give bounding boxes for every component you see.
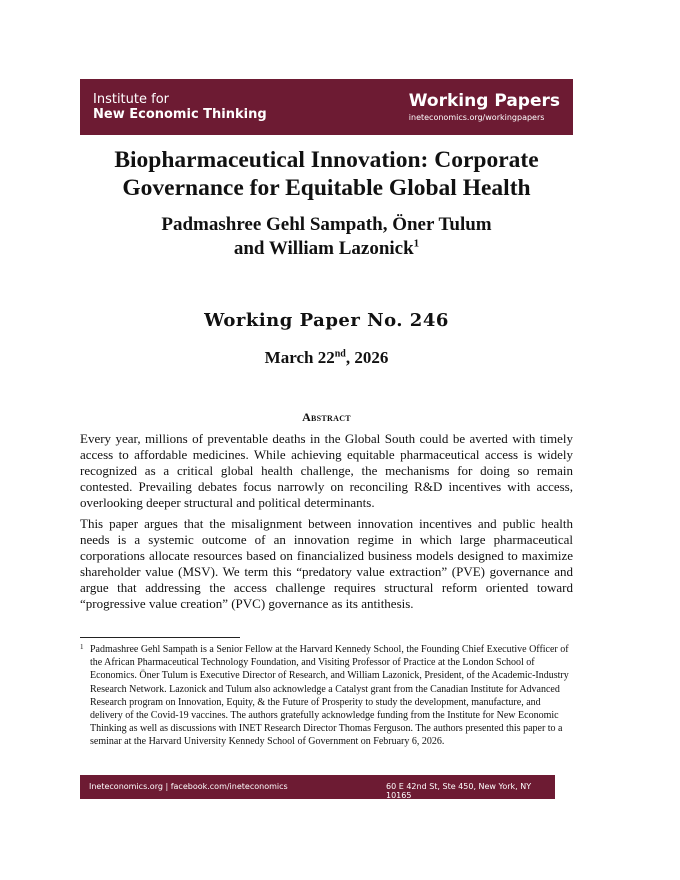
footnote-text: Padmashree Gehl Sampath is a Senior Fellow at the Harvard Kennedy School, the Founding Chief Executive Officer of the African Pharmaceutical Technology Foundation, and Visiting Professor of Practice at the London School of Economics. Öner Tulum is Executive Director of Research, and William Lazonick, President, of the Academic-Industry Research Network. Lazonick and Tulum also acknowledge a Catalyst grant from the Canadian Institute for Advanced Research program on Innovation, Equity, & the Future of Prosperity to study the development, manufacture, and delivery of the Covid-19 vaccines. The authors gratefully acknowledge funding from the Institute for New Economic Thinking as well as discussions with INET Research Director Thomas Ferguson. The authors presented this paper to a seminar at the Harvard University Kennedy School of Government on February 6, 2026. [90, 644, 569, 748]
org-name-line2: New Economic Thinking [93, 107, 267, 122]
footnote-divider [80, 637, 240, 638]
series-url: ineteconomics.org/workingpapers [408, 113, 545, 122]
paper-title [80, 146, 573, 202]
abstract-paragraph-2: This paper argues that the misalignment between innovation incentives and public health needs is a systemic outcome of an innovation regime in which large pharmaceutical corporations allocate resources based on financialized business models designed to maximize shareholder value (MSV). We term this “predatory value extraction” (PVE) governance and argue that addressing the access challenge requires structural reform oriented toward “progressive value creation” (PVC) governance as its antithesis. [80, 516, 573, 611]
title-line-1: Biopharmaceutical Innovation: Corporate [114, 147, 539, 173]
header-banner [80, 79, 573, 135]
date-year: , 2026 [345, 348, 389, 367]
abstract-paragraph-1: Every year, millions of preventable deaths in the Global South could be averted with timely access to affordable medicines. While achieving equitable pharmaceutical access is widely recognized as a critical global health challenge, the mechanisms for doing so remain contested. Prevailing debates focus narrowly on reconciling R&D incentives with access, overlooking deeper structural and political determinants. [80, 431, 573, 510]
authors-line-1: Padmashree Gehl Sampath, Öner Tulum [161, 214, 492, 235]
footer-bar [80, 775, 555, 799]
org-name-line1: Institute for [93, 92, 169, 107]
abstract-heading: Abstract [302, 410, 351, 424]
authors-line-2-wrap [80, 237, 573, 261]
author-footnote-mark: 1 [413, 237, 420, 250]
footnote [80, 643, 573, 749]
series-title: Working Papers [408, 91, 560, 111]
paper-date [80, 348, 573, 368]
date-prefix: March 22 [264, 348, 335, 367]
footer-address: 60 E 42nd St, Ste 450, New York, NY 10165 [386, 782, 532, 800]
footnote-mark: 1 [80, 643, 84, 651]
series-block [409, 90, 560, 123]
footer-links: Ineteconomics.org | facebook.com/ineteconomics [89, 782, 288, 791]
authors-line-2: and William Lazonick [233, 238, 414, 259]
date-ordinal: nd [334, 348, 346, 360]
title-line-2: Governance for Equitable Global Health [122, 175, 531, 201]
institute-logo [93, 92, 267, 122]
working-paper-number: Working Paper No. 246 [204, 310, 449, 331]
paper-authors [80, 213, 573, 261]
